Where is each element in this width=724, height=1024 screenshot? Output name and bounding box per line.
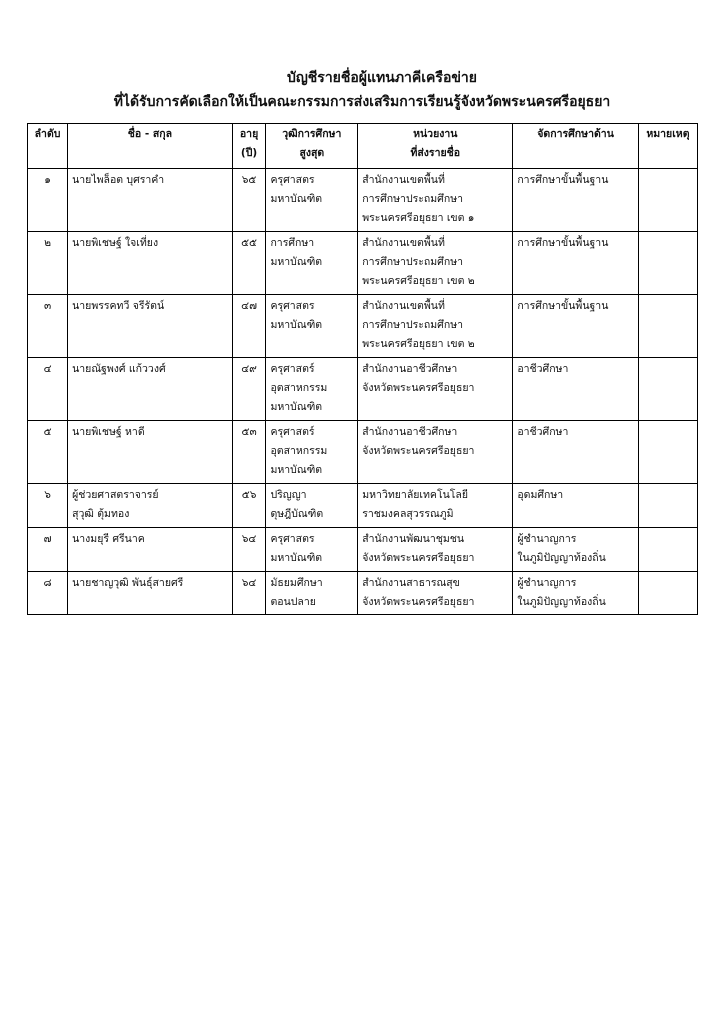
cell-note [638, 572, 697, 615]
cell-education: ครุศาสตร มหาบัณฑิต [266, 528, 358, 572]
cell-seq: ๒ [28, 232, 68, 295]
cell-education: ครุศาสตร์ อุตสาหกรรม มหาบัณฑิต [266, 421, 358, 484]
cell-education: การศึกษา มหาบัณฑิต [266, 232, 358, 295]
cell-note [638, 528, 697, 572]
cell-name: นายไพล็อต บุศราคำ [68, 169, 233, 232]
cell-age: ๔๙ [232, 358, 266, 421]
cell-area: ผู้ชำนาญการ ในภูมิปัญญาท้องถิ่น [513, 572, 639, 615]
header-organization: หน่วยงาน ที่ส่งรายชื่อ [358, 124, 513, 169]
cell-name: นางมยุรี ศรีนาค [68, 528, 233, 572]
cell-name: นายณัฐพงศ์ แก้ววงศ์ [68, 358, 233, 421]
cell-age: ๖๔ [232, 572, 266, 615]
cell-area: การศึกษาขั้นพื้นฐาน [513, 232, 639, 295]
table-row [28, 358, 698, 421]
cell-seq: ๖ [28, 484, 68, 528]
cell-area: อาชีวศึกษา [513, 421, 639, 484]
cell-organization: สำนักงานสาธารณสุข จังหวัดพระนครศรีอยุธยา [358, 572, 513, 615]
cell-education: มัธยมศึกษา ตอนปลาย [266, 572, 358, 615]
cell-seq: ๑ [28, 169, 68, 232]
cell-education: ปริญญา ดุษฎีบัณฑิต [266, 484, 358, 528]
table-row [28, 232, 698, 295]
cell-organization: สำนักงานเขตพื้นที่ การศึกษาประถมศึกษา พระนครศรีอยุธยา เขต ๑ [358, 169, 513, 232]
header-education: วุฒิการศึกษา สูงสุด [266, 124, 358, 169]
cell-education: ครุศาสตร์ อุตสาหกรรม มหาบัณฑิต [266, 358, 358, 421]
table-row [28, 169, 698, 232]
cell-name: นายพิเชษฐ์ ใจเที่ยง [68, 232, 233, 295]
cell-note [638, 295, 697, 358]
cell-age: ๔๗ [232, 295, 266, 358]
header-note: หมายเหตุ [638, 124, 697, 169]
cell-organization: มหาวิทยาลัยเทคโนโลยี ราชมงคลสุวรรณภูมิ [358, 484, 513, 528]
header-age: อายุ (ปี) [232, 124, 266, 169]
cell-seq: ๕ [28, 421, 68, 484]
cell-area: อาชีวศึกษา [513, 358, 639, 421]
table-row [28, 421, 698, 484]
cell-seq: ๔ [28, 358, 68, 421]
cell-organization: สำนักงานอาชีวศึกษา จังหวัดพระนครศรีอยุธยา [358, 358, 513, 421]
cell-note [638, 169, 697, 232]
header-seq: ลำดับ [28, 124, 68, 169]
committee-table [27, 123, 698, 615]
cell-organization: สำนักงานเขตพื้นที่ การศึกษาประถมศึกษา พระนครศรีอยุธยา เขต ๒ [358, 232, 513, 295]
cell-name: นายชาญวุฒิ พันธุ์สายศรี [68, 572, 233, 615]
cell-organization: สำนักงานเขตพื้นที่ การศึกษาประถมศึกษา พระนครศรีอยุธยา เขต ๒ [358, 295, 513, 358]
document-title [0, 66, 724, 114]
table-row [28, 572, 698, 615]
cell-age: ๖๕ [232, 169, 266, 232]
cell-note [638, 421, 697, 484]
cell-age: ๕๖ [232, 484, 266, 528]
header-area: จัดการศึกษาด้าน [513, 124, 639, 169]
title-line-2: ที่ได้รับการคัดเลือกให้เป็นคณะกรรมการส่งเสริมการเรียนรู้จังหวัดพระนครศรีอยุธยา [113, 94, 611, 110]
title-line-1: บัญชีรายชื่อผู้แทนภาคีเครือข่าย [286, 70, 477, 86]
cell-age: ๖๔ [232, 528, 266, 572]
cell-education: ครุศาสตร มหาบัณฑิต [266, 295, 358, 358]
cell-seq: ๗ [28, 528, 68, 572]
table-row [28, 295, 698, 358]
cell-seq: ๘ [28, 572, 68, 615]
cell-note [638, 358, 697, 421]
cell-age: ๕๓ [232, 421, 266, 484]
cell-area: อุดมศึกษา [513, 484, 639, 528]
header-name: ชื่อ - สกุล [68, 124, 233, 169]
cell-area: การศึกษาขั้นพื้นฐาน [513, 169, 639, 232]
cell-organization: สำนักงานพัฒนาชุมชน จังหวัดพระนครศรีอยุธยา [358, 528, 513, 572]
cell-name: นายพรรคทวี จรีรัตน์ [68, 295, 233, 358]
cell-area: ผู้ชำนาญการ ในภูมิปัญญาท้องถิ่น [513, 528, 639, 572]
table-header-row [28, 124, 698, 169]
cell-age: ๕๕ [232, 232, 266, 295]
cell-note [638, 484, 697, 528]
table-row [28, 528, 698, 572]
cell-area: การศึกษาขั้นพื้นฐาน [513, 295, 639, 358]
table-row [28, 484, 698, 528]
cell-note [638, 232, 697, 295]
cell-education: ครุศาสตร มหาบัณฑิต [266, 169, 358, 232]
cell-seq: ๓ [28, 295, 68, 358]
cell-name: นายพิเชษฐ์ หาดี [68, 421, 233, 484]
cell-organization: สำนักงานอาชีวศึกษา จังหวัดพระนครศรีอยุธยา [358, 421, 513, 484]
cell-name: ผู้ช่วยศาสตราจารย์ สุวุฒิ ตุ้มทอง [68, 484, 233, 528]
